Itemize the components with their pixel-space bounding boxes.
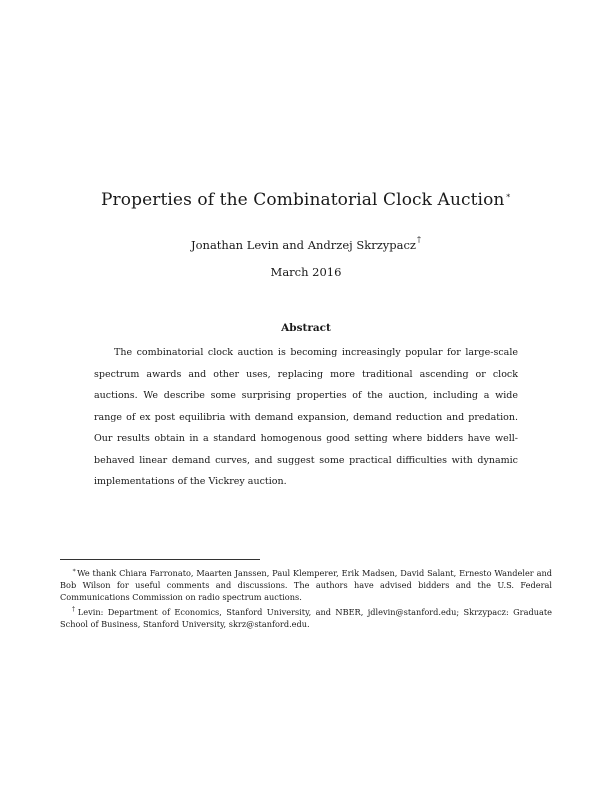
paper-authors-text: Jonathan Levin and Andrzej Skrzypacz [191,238,416,252]
title-footnote-mark: ∗ [505,191,512,200]
footnote-affiliations [60,604,552,630]
paper-title-text: Properties of the Combinatorial Clock Auction [100,190,505,210]
footnote-divider [60,559,260,560]
footnote-acknowledgements [60,565,552,603]
footnotes [60,565,552,631]
abstract-body: The combinatorial clock auction is becoming increasingly popular for large-scale spectrum awards and other uses, replacing more traditional ascending or clock auctions. We describe some surprising properties of the auction, including a wide range of ex post equilibria with demand expansion, demand reduction and predation. Our results obtain in a standard homogenous good setting where bidders have well-behaved linear demand curves, and suggest some practical difficulties with dynamic implementations of the Vickrey auction. [94,347,518,487]
abstract-heading: Abstract [281,322,331,334]
footnote-text: Levin: Department of Economics, Stanford University, and NBER, jdlevin@stanford.edu; Skrzypacz: Graduate School of Business, Stanford University, skrz@stanford.edu. [60,607,552,629]
footnote-text: We thank Chiara Farronato, Maarten Janssen, Paul Klemperer, Erik Madsen, David Salant, Ernesto Wandeler and Bob Wilson for useful comments and discussions. The authors have advised bidders and the U.S. Federal Communications Commission on radio spectrum auctions. [60,568,552,602]
paper-date: March 2016 [270,265,342,279]
authors-footnote-mark: † [416,235,421,244]
footnote-mark: † [72,606,77,613]
paper-authors [0,235,612,252]
paper-title [0,190,612,210]
footnote-mark: ∗ [72,567,77,574]
